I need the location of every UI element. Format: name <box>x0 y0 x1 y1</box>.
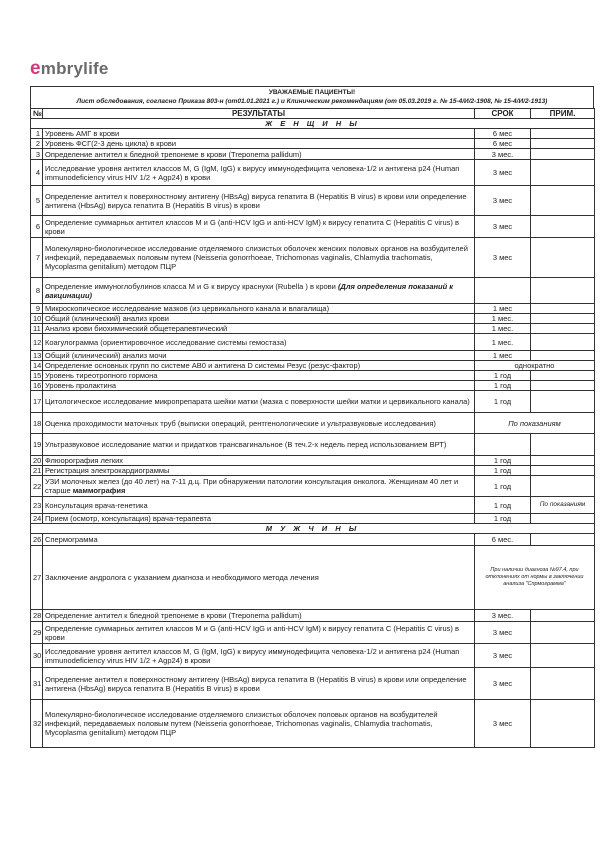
row-number: 17 <box>31 391 43 413</box>
row-prim <box>531 351 595 361</box>
row-number: 29 <box>31 622 43 644</box>
table-row <box>31 466 595 476</box>
table-row <box>31 324 595 334</box>
row-prim <box>531 238 595 278</box>
row-result-main: Коагулограмма (ориентировочное исследование системы гемостаза) <box>45 337 287 347</box>
row-prim <box>531 278 595 304</box>
table-row <box>31 314 595 324</box>
row-number: 21 <box>31 466 43 476</box>
row-result-main: Общий (клинический) анализ крови <box>45 314 169 323</box>
row-prim <box>531 514 595 524</box>
table-row <box>31 434 595 456</box>
row-result-main: Определение антител к поверхностному антигену (HBsAg) вируса гепатита B (Hepatitis B virus) в крови или определение антигена (HbsAg) вируса гепатита B (Hepatitis B virus) в крови <box>45 191 467 210</box>
row-result-text <box>43 546 475 610</box>
row-result-main: Определение суммарных антител классов M и G (anti-HCV IgG и anti-HCV IgM) к вирусу гепатита C (Hepatitis C virus) в крови <box>45 623 459 642</box>
row-prim <box>531 391 595 413</box>
row-result-main: Определение основных групп по системе AB0 и антигена D системы Резус (резус-фактор) <box>45 361 361 370</box>
row-srok <box>475 278 531 304</box>
table-row <box>31 610 595 622</box>
row-srok: 1 год <box>475 466 531 476</box>
row-number: 18 <box>31 413 43 434</box>
row-number: 24 <box>31 514 43 524</box>
row-number: 2 <box>31 139 43 149</box>
row-result-text <box>43 466 475 476</box>
table-row <box>31 278 595 304</box>
row-number: 32 <box>31 700 43 748</box>
row-result-main: Исследование уровня антител классов M, G (IgM, IgG) к вирусу иммунодефицита человека-1/2 и антигена p24 (Human immunodeficiency virus HIV 1/2 + Agp24) в крови <box>45 163 460 182</box>
row-srok: 3 мес <box>475 186 531 216</box>
row-result-text <box>43 391 475 413</box>
row-result-text <box>43 514 475 524</box>
table-row <box>31 413 595 434</box>
row-prim <box>531 476 595 497</box>
row-srok: 3 мес <box>475 668 531 700</box>
row-srok: 1 год <box>475 476 531 497</box>
row-span-value: По показаниям <box>475 413 595 434</box>
column-results: РЕЗУЛЬТАТЫ <box>43 109 475 119</box>
row-result-main: Молекулярно-биологическое исследование отделяемого слизистых оболочек женских половых органов на возбудителей инфекций, передаваемых половым путем (Neisseria gonorrhoeae, Trichomonas vaginalis, Chlamydia trachomatis, Mycoplasma genitalium) методом ПЦР <box>45 244 468 271</box>
examination-table <box>30 108 595 748</box>
table-row <box>31 351 595 361</box>
table-row <box>31 622 595 644</box>
row-prim <box>531 139 595 149</box>
table-row <box>31 476 595 497</box>
row-prim <box>531 668 595 700</box>
row-result-main: Уровень ФСГ(2-3 день цикла) в крови <box>45 139 177 148</box>
row-prim <box>531 304 595 314</box>
section-title: Ж Е Н Щ И Н Ы <box>31 119 595 129</box>
row-prim <box>531 381 595 391</box>
section-title: М У Ж Ч И Н Ы <box>31 524 595 534</box>
row-srok: 1 мес <box>475 351 531 361</box>
row-result-main: Спермограмма <box>45 535 98 544</box>
row-result-text <box>43 129 475 139</box>
row-srok: 3 мес <box>475 700 531 748</box>
row-result-main: Уровень пролактина <box>45 381 117 390</box>
table-row <box>31 334 595 351</box>
row-result-main: Заключение андролога с указанием диагноза и необходимого метода лечения <box>45 573 319 582</box>
row-number: 11 <box>31 324 43 334</box>
embrylife-logo: embrylife <box>30 58 109 79</box>
row-result-text <box>43 361 475 371</box>
table-row <box>31 160 595 186</box>
row-result-main: Цитологическое исследование микропрепарата шейки матки (мазка с поверхности шейки матки и цервикального канала) <box>45 397 470 406</box>
row-result-text <box>43 456 475 466</box>
row-result-main: Общий (клинический) анализ мочи <box>45 351 167 360</box>
row-number: 30 <box>31 644 43 668</box>
row-result-text <box>43 668 475 700</box>
row-result-text <box>43 186 475 216</box>
row-result-text <box>43 622 475 644</box>
row-number: 13 <box>31 351 43 361</box>
row-result-text <box>43 334 475 351</box>
row-srok: 6 мес <box>475 129 531 139</box>
table-row <box>31 304 595 314</box>
row-result-main: Регистрация электрокардиограммы <box>45 466 170 475</box>
column-prim: ПРИМ. <box>531 109 595 119</box>
row-srok: 1 год <box>475 371 531 381</box>
row-result-text <box>43 160 475 186</box>
row-note: При наличии диагноза №97.4, при отклонениях от нормы в заключении анализа "Спрмограмма" <box>475 546 595 610</box>
row-result-text <box>43 139 475 149</box>
row-prim <box>531 534 595 546</box>
row-srok: 1 мес. <box>475 324 531 334</box>
row-result-emphasis: маммография <box>72 486 126 495</box>
row-number: 23 <box>31 497 43 514</box>
row-result-text <box>43 216 475 238</box>
row-srok: 3 мес <box>475 644 531 668</box>
row-prim: По показаниям <box>531 497 595 514</box>
row-srok: 6 мес. <box>475 534 531 546</box>
row-result-main: Уровень тиреотропного гормона <box>45 371 158 380</box>
document-header <box>30 86 594 108</box>
table-row <box>31 381 595 391</box>
row-srok: 1 год <box>475 497 531 514</box>
row-number: 1 <box>31 129 43 139</box>
row-srok: 3 мес. <box>475 149 531 160</box>
table-row <box>31 456 595 466</box>
row-srok: 6 мес <box>475 139 531 149</box>
row-result-text <box>43 351 475 361</box>
table-row <box>31 534 595 546</box>
row-result-text <box>43 278 475 304</box>
row-prim <box>531 160 595 186</box>
row-number: 12 <box>31 334 43 351</box>
row-result-main: Флюорография легких <box>45 456 124 465</box>
row-result-main: Определение антител к поверхностному антигену (HBsAg) вируса гепатита B (Hepatitis B virus) в крови или определение антигена (HbsAg) вируса гепатита B (Hepatitis B virus) в крови <box>45 674 467 693</box>
row-result-text <box>43 314 475 324</box>
row-result-main: Ультразвуковое исследование матки и придатков трансвагинальное (В теч.2-х недель перед использованием ВРТ) <box>45 440 447 449</box>
row-prim <box>531 466 595 476</box>
row-srok: 3 мес <box>475 238 531 278</box>
row-number: 28 <box>31 610 43 622</box>
table-row <box>31 371 595 381</box>
row-number: 8 <box>31 278 43 304</box>
column-srok: СРОК <box>475 109 531 119</box>
row-srok: 3 мес <box>475 622 531 644</box>
row-result-main: Определение антител к бледной трепонеме в крови (Treponema pallidum) <box>45 611 302 620</box>
row-prim <box>531 314 595 324</box>
row-result-text <box>43 434 475 456</box>
table-row <box>31 514 595 524</box>
row-srok <box>475 434 531 456</box>
row-result-text <box>43 534 475 546</box>
row-result-main: Микроскопическое исследование мазков (из цервикального канала и влагалища) <box>45 304 330 313</box>
row-result-main: Определение антител к бледной трепонеме в крови (Treponema pallidum) <box>45 149 302 159</box>
row-srok: 3 мес <box>475 216 531 238</box>
row-srok: 1 мес. <box>475 314 531 324</box>
table-row <box>31 361 595 371</box>
row-number: 10 <box>31 314 43 324</box>
row-number: 4 <box>31 160 43 186</box>
table-row <box>31 186 595 216</box>
row-number: 15 <box>31 371 43 381</box>
row-result-text <box>43 476 475 497</box>
row-result-main: Определение иммуноглобулинов класса M и G к вирусу краснухи (Rubella ) в крови <box>45 281 336 291</box>
section-row <box>31 524 595 534</box>
row-srok: 3 мес <box>475 160 531 186</box>
row-number: 19 <box>31 434 43 456</box>
row-result-text <box>43 381 475 391</box>
row-number: 20 <box>31 456 43 466</box>
row-number: 7 <box>31 238 43 278</box>
row-number: 26 <box>31 534 43 546</box>
row-prim <box>531 622 595 644</box>
row-prim <box>531 186 595 216</box>
row-prim <box>531 456 595 466</box>
row-prim <box>531 610 595 622</box>
row-result-text <box>43 149 475 160</box>
row-srok: 1 год <box>475 456 531 466</box>
row-result-text <box>43 644 475 668</box>
row-prim <box>531 216 595 238</box>
row-number: 9 <box>31 304 43 314</box>
row-prim <box>531 644 595 668</box>
row-result-text <box>43 371 475 381</box>
row-result-text <box>43 497 475 514</box>
row-prim <box>531 700 595 748</box>
section-row <box>31 119 595 129</box>
table-row <box>31 238 595 278</box>
row-number: 3 <box>31 149 43 160</box>
row-srok: 1 мес. <box>475 334 531 351</box>
row-result-main: Определение суммарных антител классов M и G (anti-HCV IgG и anti-HCV IgM) к вирусу гепатита C (Hepatitis C virus) в крови <box>45 217 459 236</box>
row-srok: 1 мес <box>475 304 531 314</box>
row-span-value: однократно <box>475 361 595 371</box>
row-srok: 1 год <box>475 514 531 524</box>
table-row <box>31 546 595 610</box>
table-row <box>31 149 595 160</box>
header-title: УВАЖАЕМЫЕ ПАЦИЕНТЫ! <box>268 89 356 96</box>
table-row <box>31 497 595 514</box>
row-result-text <box>43 413 475 434</box>
row-number: 14 <box>31 361 43 371</box>
row-result-main: Молекулярно-биологическое исследование отделяемого слизистых оболочек половых органов на возбудителей инфекций, передаваемых половым путем (Neisseria gonorrhoeae, Trichomonas vaginalis, Chlamydia trachomatis, Mycoplasma genitalium) методом ПЦР <box>45 710 438 737</box>
row-number: 22 <box>31 476 43 497</box>
table-row <box>31 129 595 139</box>
row-prim <box>531 334 595 351</box>
table-row <box>31 700 595 748</box>
column-num: № <box>31 109 43 119</box>
row-result-main: Прием (осмотр, консультация) врача-терапевта <box>45 514 212 523</box>
row-prim <box>531 434 595 456</box>
row-srok: 3 мес. <box>475 610 531 622</box>
row-prim <box>531 149 595 160</box>
row-number: 6 <box>31 216 43 238</box>
row-result-text <box>43 324 475 334</box>
row-result-main: УЗИ молочных желез (до 40 лет) на 7-11 д.ц. При обнаружении патологии консультация онколога. Женщинам 40 лет и старше <box>45 477 459 495</box>
row-result-main: Уровень АМГ в крови <box>45 129 120 138</box>
row-number: 31 <box>31 668 43 700</box>
row-result-main: Исследование уровня антител классов M, G (IgM, IgG) к вирусу иммунодефицита человека-1/2 и антигена p24 (Human immunodeficiency virus HIV 1/2 + Agp24) в крови <box>45 646 460 665</box>
row-result-main: Консультация врача-генетика <box>45 500 148 510</box>
row-number: 16 <box>31 381 43 391</box>
row-result-main: Анализ крови биохимический общетерапевтический <box>45 324 228 333</box>
header-subtitle: Лист обследования, согласно Приказа 803-н (от01.01.2021 г.) и Клиническим рекомендациям (от 05.03.2019 г. № 15-4/И/2-1908, № 15-4/И/2-1913) <box>76 98 548 105</box>
table-row <box>31 391 595 413</box>
row-prim <box>531 371 595 381</box>
row-result-emphasis: (Для определения показаний к вакцинации) <box>45 281 454 300</box>
row-result-text <box>43 304 475 314</box>
table-row <box>31 216 595 238</box>
row-result-main: Оценка проходимости маточных труб (выписки операций, рентгенологические и ультразвуковые исследования) <box>45 418 436 428</box>
row-result-text <box>43 610 475 622</box>
row-result-text <box>43 700 475 748</box>
row-prim <box>531 324 595 334</box>
table-row <box>31 668 595 700</box>
row-number: 5 <box>31 186 43 216</box>
row-number: 27 <box>31 546 43 610</box>
table-row <box>31 139 595 149</box>
table-row <box>31 644 595 668</box>
row-srok: 1 год <box>475 381 531 391</box>
row-result-text <box>43 238 475 278</box>
row-srok: 1 год <box>475 391 531 413</box>
row-prim <box>531 129 595 139</box>
